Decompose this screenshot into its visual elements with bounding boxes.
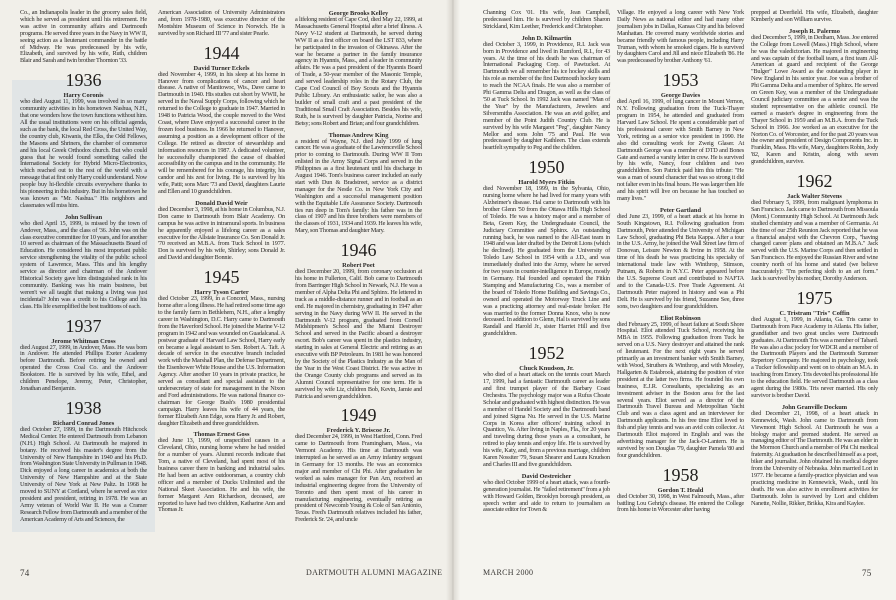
obituary-name: Richard Conrad Jones xyxy=(52,419,115,427)
obituary-text: died October 30, 1998, in West Falmouth, Mass., after battling Lou Gehrig's disease. He entered the College from his home in Worcester after having xyxy=(617,492,744,514)
obituary-name: Donald David Weir xyxy=(195,199,248,207)
obituary-entry xyxy=(483,179,610,338)
class-year-heading: 1975 xyxy=(796,287,833,308)
obituary-entry xyxy=(20,420,147,524)
column-3 xyxy=(295,10,422,528)
obituary-text: died October 3, 1999, in Providence, R.I. Jack was born in Providence and lived in Rumford, R.I., for 43 years. At the time of his death he was chairman of International Packaging Corp. of Pawtucket. At Dartmouth we all remember his ice hockey skills and his role as member of the first Dartmouth hockey team to reach the NCAA finals. He was also a member of Phi Gamma Delta and Dragon, as well as the class of '50 at Tuck School. In 1992 Jack was named "Man of the Year" by the Manufacturers, Jewelers and Silversmiths Association. He was an avid golfer, and member of the Point Judith Country Club. He is survived by his wife Margaret "Peg", daughter Nancy Mellor and sons John '75 and Paul. He was predeceased by daughter Kathleen. The class extends heartfelt sympathy to Peg and the children. xyxy=(483,40,610,152)
page-number-left: 74 xyxy=(20,568,30,578)
obituary-entry xyxy=(751,193,878,283)
obituary-name: David Oestreicher xyxy=(521,472,572,480)
obituary-text: died June 13, 1999, of unspecified causes in a Cleveland, Ohio, nursing home where he had resided for a number of years. Alumni records indicate that Tom, a native of Cleveland, had spent most of his business career there in banking and industrial sales. He had been an active outdoorsman, a country club officer and a member of Ducks Unlimited and the National Skeet Association. He and his wife, the former Margaret Ann Richardson, deceased, are reported to have had two children, Katharine Ann and Thomas Jr. xyxy=(158,437,285,514)
obituary-text: who died October 1999 of a heart attack, was a fourth-generation journalist. He "failed retirement" from a job with Howard Golden, Brooklyn borough president, as speech writer and aide to return to journalism as associate editor for Town & xyxy=(483,478,610,514)
obituary-text: died August 1, 1999, in Atlanta, Ga. Tris came to Dartmouth from Pace Academy in Atlanta. His father, grandfather and two great uncles were Dartmouth graduates. At Dartmouth Tris was a member of Tabard. He was also a disc jockey for WDCR and a member of the Dartmouth Players and the Dartmouth Summer Repertory Company. He majored in psychology, took a Tucker fellowship and went on to obtain an M.A. in teaching from Emory. Tris devoted his professional life to the education field. He served Dartmouth as a class agent during the 1980s. Tris never married. His only survivor is brother David. xyxy=(751,315,878,399)
obituary-name: Gordon T. Heald xyxy=(657,486,704,494)
obituary-text: died November 4, 1999, in his sleep at his home in Hanover from complications of cancer and heart disease. A native of Manitowoc, Wis., Dave came to Dartmouth in 1940. His studies cut short by WWII, he served in the Naval Supply Corps, following which he returned to the College to graduate in 1947. Married in 1948 to Patricia Wood, the couple moved to the West Coast, where Dave enjoyed a successful career in the frozen food business. In 1966 he returned to Hanover, assuming a position as a development officer of the College. He retired as director of stewardship and information resources in 1987. A dedicated volunteer, he successfully championed the cause of disabled accessibility on the campus and in the community. He will be remembered for his courage, his integrity, his candor and his zest for living. He is survived by his wife, Patti; sons Marc '73 and David, daughters Laurie and Ellen and 10 grandchildren. xyxy=(158,70,285,196)
obituary-entry xyxy=(295,132,422,236)
obituary-text: who died August 11, 1999, was involved in so many community activities in his hometown Nashua, N.H., that one wonders how the town functions without him. All the usual institutions were on his official agenda, such as the bank, the local Red Cross, the United Way, the country club, Kiwanis, the Elks, the Odd Fellows, the Masons and Shriners, the chamber of commerce and his local Greek Orthodox church. But who could guess that he would found something called the International Society for Hybrid Micro-Electronics, which reached out to the rest of the world with a message that at first only Harry could understand. Now people buy hi-flexible circuits everywhere thanks to his pioneering in this industry. But in his hometown he was known as "Mr. Nashua." His neighbors and classmates will miss him. xyxy=(20,98,147,209)
obituary-entry xyxy=(295,262,422,400)
obituary-name: Peter Gartland xyxy=(659,206,702,214)
obituary-name: John D. Kilmartin xyxy=(521,34,572,42)
obituary-entry xyxy=(20,92,147,210)
obituary-text: died December 24, 1999, in West Hartford, Conn. Fred came to Dartmouth from Framingham, Mass., via Vermont Academy. His time at Dartmouth was interrupted as he served as an Army infantry sergeant in Germany for 13 months. He was an economics major and member of Chi Phi. After graduation he worked as sales manager for Pan Am, received an industrial engineering degree from the University of Toronto and then spent most of his career in manufacturing engineering, eventually retiring as president of Newcomb Young & Cole of San Antonio, Texas. Fred's Dartmouth relatives included his father, Frederick Sr. '24, and uncle xyxy=(295,433,422,524)
obituary-entry xyxy=(751,28,878,166)
class-year-heading: 1946 xyxy=(340,240,377,261)
obituary-text: died December 5, 1999, in Dedham, Mass. Joe entered the College from Lowell (Mass.) High School, where he was the valedictorian. He majored in engineering and was captain of the football team, a first team All-American at guard and recipient of the George "Bulger" Lowe Award as the outstanding player in New England in his senior year. Joe was a brother of Phi Gamma Delta and a member of Sphinx. He served on Green Key, was a member of the Undergraduate Council judiciary committee as a senior and was the student representative on the athletic council. He earned a master's degree in engineering from the Thayer School in 1959 and an M.B.A. from the Tuck School in 1966. Joe worked as an executive for the Norton Co. of Worcester, and for the past 20 years was the owner and president of Design Components Inc. in Franklin, Mass. His wife, Mary, daughters Robin, Jody '82, Karen and Kristin, along with seven grandchildren, survive. xyxy=(751,33,878,166)
obituary-name: Eliot Robinson xyxy=(660,314,701,322)
obituary-entry xyxy=(617,207,744,311)
class-year-heading: 1952 xyxy=(528,343,565,364)
column-6 xyxy=(751,10,878,511)
class-year-heading: 1944 xyxy=(203,42,240,63)
continued-text: Village. He enjoyed a long career with New York Daily News as national editor and had many other journalism jobs in Dallas, Kansas City and his beloved Manhattan. He covered many worldwide stories and became friendly with famous people, including Harry Truman, with whom he smoked cigars. He is survived by daughters Carol and Jill and niece Elizabeth '86. He was predeceased by brother Anthony '61. xyxy=(617,9,744,65)
obituary-entry xyxy=(295,10,422,128)
obituary-text: died April 16, 1999, of lung cancer in Mount Vernon, N.Y. Following graduation from the Tuck-Thayer program in 1954, he attended and graduated from Harvard Law School. He spent a considerable part of his professional career with Smith Barney in New York, retiring as a senior vice president in 1990. He also did consulting work for Zweig Glaser. At Dartmouth George was a member of DTD and Bones Gate and earned a varsity letter in crew. He is survived by his wife, Nancy, four children and two grandchildren. Son Patrick paid him this tribute: "He was a man of sound character that was so strong it did not falter even in his final hours. He was larger then life and his spirit will live on because he has touched so many lives." xyxy=(617,98,744,202)
obituary-name: John Sullivan xyxy=(64,213,103,221)
obituary-entry xyxy=(483,473,610,515)
obituary-entry xyxy=(295,427,422,524)
obituary-entry xyxy=(617,315,744,460)
class-year-heading: 1958 xyxy=(662,464,699,485)
obituary-text: died February 5, 1999, from malignant lymphoma in San Francisco. Jack came to Dartmouth from Missoula (Mont.) Community High School. At Dartmouth Jack studied chemistry and was a member of Germania. At the time of our 25th Reunion Jack reported that he was a financial analyst with the Chevron Corp., "having changed career plans and obtained an M.B.A." Jack served with the U.S. Marine Corps and then settled in San Francisco. He enjoyed the Russian River and wine country north of his home and stated (we believe inaccurately): "I'm perfecting sloth to an art form." Jack is survived by his mother, Dorothy Anderson. xyxy=(751,199,878,282)
issue-date: MARCH 2000 xyxy=(483,568,534,577)
obituary-name: David Turner Eckels xyxy=(193,64,250,72)
obituary-name: Jack Walter Stevens xyxy=(787,193,842,201)
obituary-entry xyxy=(158,289,285,427)
obituary-text: died June 23, 1999, of a heart attack at his home in South Kingstown, R.I. Following graduation from Dartmouth, Peter attended the University of Michigan Law School, graduating Phi Beta Kappa. After a tour in the U.S. Army, he joined the Wall Street law firm of Donovan, Leisure Newton & Irvine in 1958. At the time of his death he was practicing his specialty of international trade law with Winthrop, Stimson, Putnam, & Roberts in N.Y.C. Peter appeared before the U.S. Supreme Court and contributed to NAFTA and to the Canada-U.S. Free Trade Agreement. At Dartmouth Peter majored in history and was a Phi Delt. He is survived by his friend, Suzanne See, three sons, two daughters and four grandchildren. xyxy=(617,212,744,310)
column-1 xyxy=(20,10,147,528)
obituary-entry xyxy=(483,35,610,153)
column-4 xyxy=(483,10,610,518)
obituary-name: Jerome Whitman Cross xyxy=(51,337,116,345)
obituary-name: George Davies xyxy=(660,92,701,100)
obituary-entry xyxy=(617,487,744,515)
obituary-name: John Granville Dockum xyxy=(781,403,848,411)
obituary-text: who died April 15, 1999, is missed by the town of Andover, Mass., and the class of '36. John was on the class executive committee for 10 years, and for another 10 served as chairman of the Massachusetts Board of Education. He considered his most important public service strengthening the vitality of the public school system of Lawrence, Mass. This and his lengthy service as director and chairman of the Andover Historical Society gave him distinguished rank in his community. Banking was his main business, but weren't we all taught that making a living was just incidental? John was a credit to his College and his class. His life exemplified the best traditions of each. xyxy=(20,219,147,310)
obituary-text: died February 25, 1999, of heart failure at South Shore Hospital. Eliot attended Tuck School, receiving his MBA in 1955. Following graduation from Tuck he served on a U.S. Navy destroyer and attained the rank of lieutenant. For the next eight years he served primarily as an investment banker with Smith Barney, with Wood, Struthers & Winthrop, and with Moseley, Hallgarten & Estabrook, attaining the position of vice president at the latter two firms. He founded his own business, E.J.R. Consultants, specializing as an investment adviser in the Boston area for the last several years. Eliot served as a director of the Dartmouth Travel Bureau and Metropolitan Yacht Club and was a class agent and an interviewer for Dartmouth applicants. In his free time Eliot loved to fish and play tennis and was an avid coin collector. At Dartmouth Eliot majored in English and was the advertising manager for the Jack-O-Lantern. He is survived by son Douglas '79, daughter Pamela '80 and four grandchildren. xyxy=(617,320,744,459)
page-number-right: 75 xyxy=(862,568,872,578)
class-year-heading: 1936 xyxy=(65,70,102,91)
obituary-entry xyxy=(158,65,285,196)
obituary-name: Frederick Y. Briscoe Jr. xyxy=(326,427,391,435)
obituary-name: C. Tristram "Tris" Coffin xyxy=(779,309,850,317)
obituary-entry xyxy=(617,92,744,203)
class-year-heading: 1962 xyxy=(796,171,833,192)
obituary-text: died August 27, 1999, in Andover, Mass. He was born in Andover. He attended Phillips Exeter Academy before Dartmouth. Before retiring he owned and operated the Cross Coal Co. and the Andover Bookstore. He is survived by his wife, Ethel, and children Penelope, Jeremy, Peter, Christopher, Jonathan and Benjamin. xyxy=(20,343,147,392)
continued-text: American Association of University Administrators and, from 1978-1980, was executive director of the Montshire Museum of Science in Norwich. He is survived by son Richard III '77 and sister Pearle. xyxy=(158,9,285,37)
class-year-heading: 1945 xyxy=(203,267,240,288)
page-gutter xyxy=(446,0,460,600)
column-5 xyxy=(617,10,744,518)
obituary-text: a resident of Wayne, N.J. died July 1999 of lung cancer. He was a graduate of the Lawrenceville School prior to coming to Dartmouth. During WW II Tom enlisted in the Army Signal Corps and served in the Philippines as a first lieutenant until his discharge in August 1946. Tom's business career included an early start with Dun & Bradstreet, service as a district manager for the Nestle Co. in New York City and Washington and a successful management position with the Equitable Life Assurance Society. Dartmouth ties run deep in Tom's family: his father was in the class of 1907 and his three brothers were members of the classes of 1931, 1934 and 1939. He leaves his wife, Mary, son Thomas and daughter Mary. xyxy=(295,137,422,235)
obituary-name: Robert Poet xyxy=(342,262,375,270)
obituary-name: Joseph R. Palermo xyxy=(789,27,840,35)
obituary-name: Thomas Ernest Goss xyxy=(193,431,250,439)
obituary-text: died December 21, 1998, of a heart attack in Kennewick, Wash. John came to Dartmouth from Viewmont High School. At Dartmouth he was a biology major and premed student. He served as managing editor of The Dartmouth. He was an elder in the Mormon Church and a member of Phi Chi medical fraternity. At graduation he described himself as a poet, biker and journalist. John obtained his medical degree from the University of Nebraska. John married Lori in 1977. He became a family-practice physician and was practicing medicine in Kennewick, Wash., until his death. He was also active in enrollment activities for Dartmouth. John is survived by Lori and children Nanette, Nollie, Rikker, Brikka, Kira and Kaylee. xyxy=(751,409,878,507)
obituary-entry xyxy=(20,338,147,393)
obituary-entry xyxy=(751,404,878,508)
obituary-name: Harold Myers Fitkin xyxy=(518,179,575,187)
class-year-heading: 1953 xyxy=(662,70,699,91)
class-year-heading: 1949 xyxy=(340,405,377,426)
column-2 xyxy=(158,10,285,518)
obituary-text: a lifelong resident of Cape Cod, died May 22, 1999, at Massachusetts General Hospital after a brief illness. A Navy V-12 student at Dartmouth, he served during WW II as a first officer on board the LST 833, where he participated in the invasion of Okinawa. After the war he became a partner in the family insurance agency in Hyannis, Mass., and a leader in community affairs. He was a past president of the Hyannis Board of Trade, a 50-year member of the Masonic Temple, and served leadership roles in the Rotary Club, the Cape Cod Council of Boy Scouts and the Hyannis Public Library. An enthusiastic sailor, he was also a builder of small craft and a past president of the Traditional Small Craft Association. Besides his wife, Ruth, he is survived by daughter Patricia, Norine and Betsy; sons Robert and Brian; and four grandchildren. xyxy=(295,16,422,127)
class-year-heading: 1950 xyxy=(528,157,565,178)
obituary-name: Harry Coronis xyxy=(63,92,104,100)
obituary-text: died November 18, 1999, in the Sylvania, Ohio, nursing home where he had lived for many years with Alzheimer's disease. Hal came to Dartmouth with his brother Glenn '50 from the Ottawa Hills High School of Toledo. He was a history major and a member of Beta, Green Key, the Undergraduate Council, the Judiciary Committee and Sphinx. An outstanding running back, he was named to the All-East team in 1948 and was later drafted by the Detroit Lions (which he declined). He graduated from the University of Toledo Law School in 1954 with a J.D., and was immediately drafted into the Army, where he served for two years in counter-intelligence in Europe, mostly in Germany. Hal founded and operated the Fitkin Stamping and Manufacturing Co., was a member of the board of Toledo Home Building and Savings Co., owned and operated the Motorway Truck Line and was a practicing attorney and real-estate broker. He was married to the former Donna Knox, who is now deceased. In addition to Glenn, Hal is survived by sons Randall and Harold Jr., sister Harriet Hill and five grandchildren. xyxy=(483,185,610,338)
obituary-entry xyxy=(483,365,610,469)
obituary-name: George Brooks Kelley xyxy=(328,10,389,17)
magazine-title: DARTMOUTH ALUMNI MAGAZINE xyxy=(306,568,443,577)
obituary-entry xyxy=(158,200,285,262)
obituary-text: died October 23, 1999, in a Concord, Mass., nursing home after a long illness. He had retired some time ago to the family farm in Bethlehem, N.H., after a lengthy career in Washington, D.C. Harry came to Dartmouth from the Haverford School. He joined the Marine V-12 program in 1942 and was wounded on Guadalcanal. A postwar graduate of Harvard Law School, Harry early on became a legal assistant to Sen. Robert A. Taft. A decade of service in the executive branch included work with the Marshall Plan, the Defense Department, the Eisenhower White House and the U.S. Information Agency. After another 10 years in private practice, he served as consultant and special assistant to the undersecretary of state for management in the Nixon and Ford administrations. He was national finance co-chairman for George Bush's 1980 presidential campaign. Harry leaves his wife of 44 years, the former Elizabeth Ann Edge, sons Harry Jr. and Robert, daughter Elizabeth and three grandchildren. xyxy=(158,295,285,427)
obituary-name: Chuck Knudson, Jr. xyxy=(519,365,574,373)
obituary-entry xyxy=(751,310,878,400)
obituary-name: Thomas Andrew King xyxy=(328,131,389,139)
continued-text: prepped at Deerfield. His wife, Elizabeth, daughter Kimberly and son William survive. xyxy=(751,9,878,23)
obituary-text: died December 20, 1999, from coronary occlusion at his home in Fullerton, Calif. Bob came to Dartmouth from Barringer High School in Newark, N.J. He was a member of Alpha Delta Phi and Sphinx. He lettered in track as a middle-distance runner and in football as an end. He majored in chemistry, graduating in 1947 after serving in the Navy during WW II. He served in the Dartmouth V-12 program, graduated from Cornell Midshipmen's School and the Miami Destroyer School and served in the Pacific aboard a destroyer escort. Bob's career was spent in the plastics industry, starting in sales at General Electric and retiring as an executive with BP Petroleum. In 1981 he was honored by the Society of the Plastics Industry as the Man of the Year in the West Coast District. He was active in the Orange County club programs and served as its Alumni Council representative for one term. He is survived by wife Liz, children Bob, Kevin, Jamie and Patricia and seven grandchildren. xyxy=(295,268,422,400)
class-year-heading: 1938 xyxy=(65,397,102,418)
obituary-name: Harry Tyson Carter xyxy=(194,289,249,297)
obituary-text: who died of a heart attack on the tennis court March 17, 1999, had a fantastic Dartmouth career as leader and first trumpet player of the Barbary Coast Orchestra. The psychology major was a Rufus Choate Scholar and graduated with highest distinction. He was a member of Handel Society and the Dartmouth band and joined Sigma Nu. He served in the U.S. Marine Corps in Korea after officers' training school in Quantico, Va. After living in Naples, Fla., for 20 years and traveling during those years as a consultant, he retired to play tennis and enjoy life. He is survived by his wife, Katy, and, from a previous marriage, children Karen Nossiter '79, Susan Shearer and Laura Knudson and Charles III and five grandchildren. xyxy=(483,371,610,468)
continued-text: Co., an Indianapolis leader in the grocery sales field, which he served as president until his retirement. He was active in community affairs and Dartmouth programs. He served three years in the Navy in WW II, seeing action as a lieutenant commander in the battle of Midway. He was predeceased by his wife, Elizabeth, and survived by his wife, Ruth, children Blair and Sarah and twin brother Thornton '33. xyxy=(20,9,147,65)
obituary-entry xyxy=(158,431,285,514)
class-year-heading: 1937 xyxy=(65,315,102,336)
obituary-text: died December 3, 1998, at his home in Columbus, N.J. Don came to Dartmouth from Blair Academy. On campus he was active in intramural sports. In business he apparently enjoyed a lifelong career as a sales executive for the Allstate Insurance Co. Son Donald Jr. '70 received an M.B.A. from Tuck School in 1977. Don is survived by his wife, Shirley; sons Donald Jr. and David and daughter Bonnie. xyxy=(158,205,285,262)
continued-text: Channing Cox '01. His wife, Jean Campbell, predeceased him. He is survived by children Sharon Strickland, Kim Leether, Frederick and Christopher. xyxy=(483,9,610,30)
obituary-entry xyxy=(20,214,147,311)
obituary-text: died October 27, 1999, in the Dartmouth Hitchcock Medical Center. He entered Dartmouth from Lebanon (N.H.) High School. At Dartmouth he majored in botany. He received his master's degree from the University of New Hampshire in 1940 and his Ph.D. from Washington State University in Pullman in 1948. Dick enjoyed a long career in academics at both the University of New Hampshire and at the State University of New York at New Paltz. In 1968 he moved to SUNY at Cortland, where he served as vice president and president, retiring in 1978. He was an Army veteran of World War II. He was a Cramer Research Fellow from Dartmouth and a member of the American Academy of Arts and Sciences, the xyxy=(20,425,147,523)
